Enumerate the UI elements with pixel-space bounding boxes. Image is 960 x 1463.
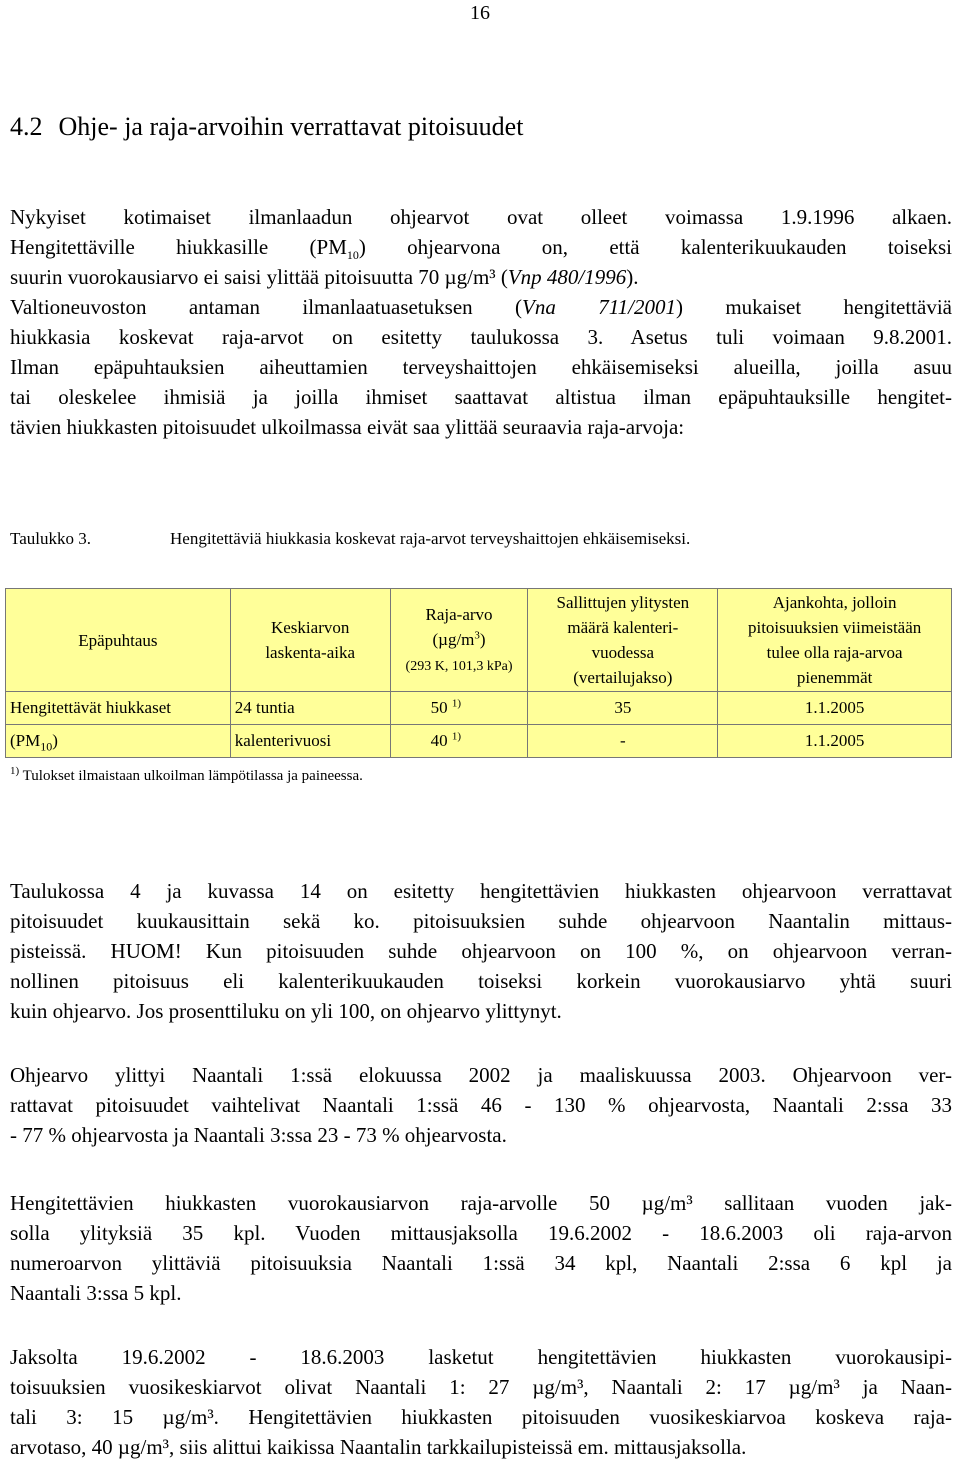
- cell-value: 50 $^{1)}$: [390, 692, 528, 725]
- cell-period: 24 tuntia: [230, 692, 390, 725]
- header-allowed-exceedances: Sallittujen ylitysten määrä kalenteri- vuodessa (vertailujakso): [528, 589, 718, 692]
- table-row: [6, 725, 952, 758]
- table-row: [6, 692, 952, 725]
- text-line: - 77 % ohjearvosta ja Naantali 3:ssa 23 - 73 % ohjearvosta.: [10, 1123, 507, 1147]
- text-line: nollinen pitoisuus eli kalenterikuukauden toiseksi korkein vuorokausiarvo yhtä suuri: [10, 969, 952, 993]
- table-caption-label: Taulukko 3.: [10, 529, 91, 548]
- paragraph-table4: [10, 876, 952, 1026]
- cell-pollutant: Hengitettävät hiukkaset: [6, 692, 231, 725]
- section-title: Ohje- ja raja-arvoihin verrattavat pitoisuudet: [58, 112, 524, 141]
- cell-date: 1.1.2005: [718, 725, 952, 758]
- text-line: Hengitettävien hiukkasten vuorokausiarvon raja-arvolle 50 µg/m³ sallitaan vuoden jak-: [10, 1191, 952, 1215]
- section-number: 4.2: [10, 112, 43, 141]
- text-line: suurin vuorokausiarvo ei saisi ylittää pitoisuutta 70 µg/m³ (Vnp 480/1996).: [10, 265, 639, 289]
- section-heading: [10, 112, 523, 142]
- text-line: Naantali 3:ssa 5 kpl.: [10, 1281, 182, 1305]
- text-line: arvotaso, 40 µg/m³, siis alittui kaikissa Naantalin tarkkailupisteissä em. mittausjaksolla.: [10, 1435, 747, 1459]
- text-line: Valtioneuvoston antaman ilmanlaatuasetuksen (Vna 711/2001) mukaiset hengitettäviä: [10, 295, 952, 319]
- text-line: tai oleskelee ihmisiä ja joilla ihmiset saattavat altistua ilman epäpuhtauksille hengitet-: [10, 385, 952, 409]
- text-line: Ilman epäpuhtauksien aiheuttamien terveyshaittojen ehkäisemiseksi alueilla, joilla asuu: [10, 355, 952, 379]
- table-header-row: [6, 589, 952, 692]
- table-footnote: $^{1)}$ Tulokset ilmaistaan ulkoilman lämpötilassa ja paineessa.: [10, 765, 363, 784]
- text-line: Ohjearvo ylittyi Naantali 1:ssä elokuussa 2002 ja maaliskuussa 2003. Ohjearvoon ver-: [10, 1063, 952, 1087]
- paragraph-exceedance: [10, 1060, 952, 1150]
- text-line: Jaksolta 19.6.2002 - 18.6.2003 lasketut hengitettävien hiukkasten vuorokausipi-: [10, 1345, 952, 1369]
- text-line: tali 3: 15 µg/m³. Hengitettävien hiukkasten pitoisuuden vuosikeskiarvoa koskeva raja-: [10, 1405, 952, 1429]
- cell-period: kalenterivuosi: [230, 725, 390, 758]
- cell-pollutant: $(PM_{10})$: [6, 725, 231, 758]
- text-line: rattavat pitoisuudet vaihtelivat Naantali 1:ssä 46 - 130 % ohjearvosta, Naantali 2:ssa 33: [10, 1093, 952, 1117]
- cell-exceedances: 35: [528, 692, 718, 725]
- table-caption: [10, 529, 952, 549]
- paragraph-daily-limit: [10, 1188, 952, 1308]
- table-caption-text: Hengitettäviä hiukkasia koskevat raja-arvot terveyshaittojen ehkäisemiseksi.: [170, 529, 691, 548]
- text-line: kuin ohjearvo. Jos prosenttiluku on yli 100, on ohjearvo ylittynyt.: [10, 999, 562, 1023]
- text-line: solla ylityksiä 35 kpl. Vuoden mittausjaksolla 19.6.2002 - 18.6.2003 oli raja-arvon: [10, 1221, 952, 1245]
- text-line: hiukkasia koskevat raja-arvot on esitetty taulukossa 3. Asetus tuli voimaan 9.8.2001.: [10, 325, 952, 349]
- text-line: numeroarvon ylittäviä pitoisuuksia Naantali 1:ssä 34 kpl, Naantali 2:ssa 6 kpl ja: [10, 1251, 952, 1275]
- paragraph-intro: [10, 202, 952, 442]
- header-averaging-period: Keskiarvon laskenta-aika: [230, 589, 390, 692]
- header-pollutant: Epäpuhtaus: [6, 589, 231, 692]
- text-line: toisuuksien vuosikeskiarvot olivat Naantali 1: 27 µg/m³, Naantali 2: 17 µg/m³ ja Naan-: [10, 1375, 952, 1399]
- text-line: tävien hiukkasten pitoisuudet ulkoilmassa eivät saa ylittää seuraavia raja-arvoja:: [10, 415, 685, 439]
- header-limit-value: Raja-arvo $(\mu g/m^3)$ (293 K, 101,3 kPa): [390, 589, 528, 692]
- text-line: Nykyiset kotimaiset ilmanlaadun ohjearvot ovat olleet voimassa 1.9.1996 alkaen.: [10, 205, 952, 229]
- text-line: Hengitettäville hiukkasille $(PM_{10})$ ohjearvona on, että kalenterikuukauden toiseksi: [10, 235, 952, 263]
- page-number: 16: [470, 2, 490, 24]
- header-compliance-date: Ajankohta, jolloin pitoisuuksien viimeistään tulee olla raja-arvoa pienemmät: [718, 589, 952, 692]
- cell-exceedances: -: [528, 725, 718, 758]
- text-line: pitoisuudet kuukausittain sekä ko. pitoisuuksien suhde ohjearvoon Naantalin mittaus-: [10, 909, 952, 933]
- cell-date: 1.1.2005: [718, 692, 952, 725]
- paragraph-annual-mean: [10, 1342, 952, 1462]
- text-line: pisteissä. HUOM! Kun pitoisuuden suhde ohjearvoon on 100 %, on ohjearvoon verran-: [10, 939, 952, 963]
- text-line: Taulukossa 4 ja kuvassa 14 on esitetty hengitettävien hiukkasten ohjearvoon verrattavat: [10, 879, 952, 903]
- cell-value: 40 $^{1)}$: [390, 725, 528, 758]
- limit-values-table: [5, 588, 952, 758]
